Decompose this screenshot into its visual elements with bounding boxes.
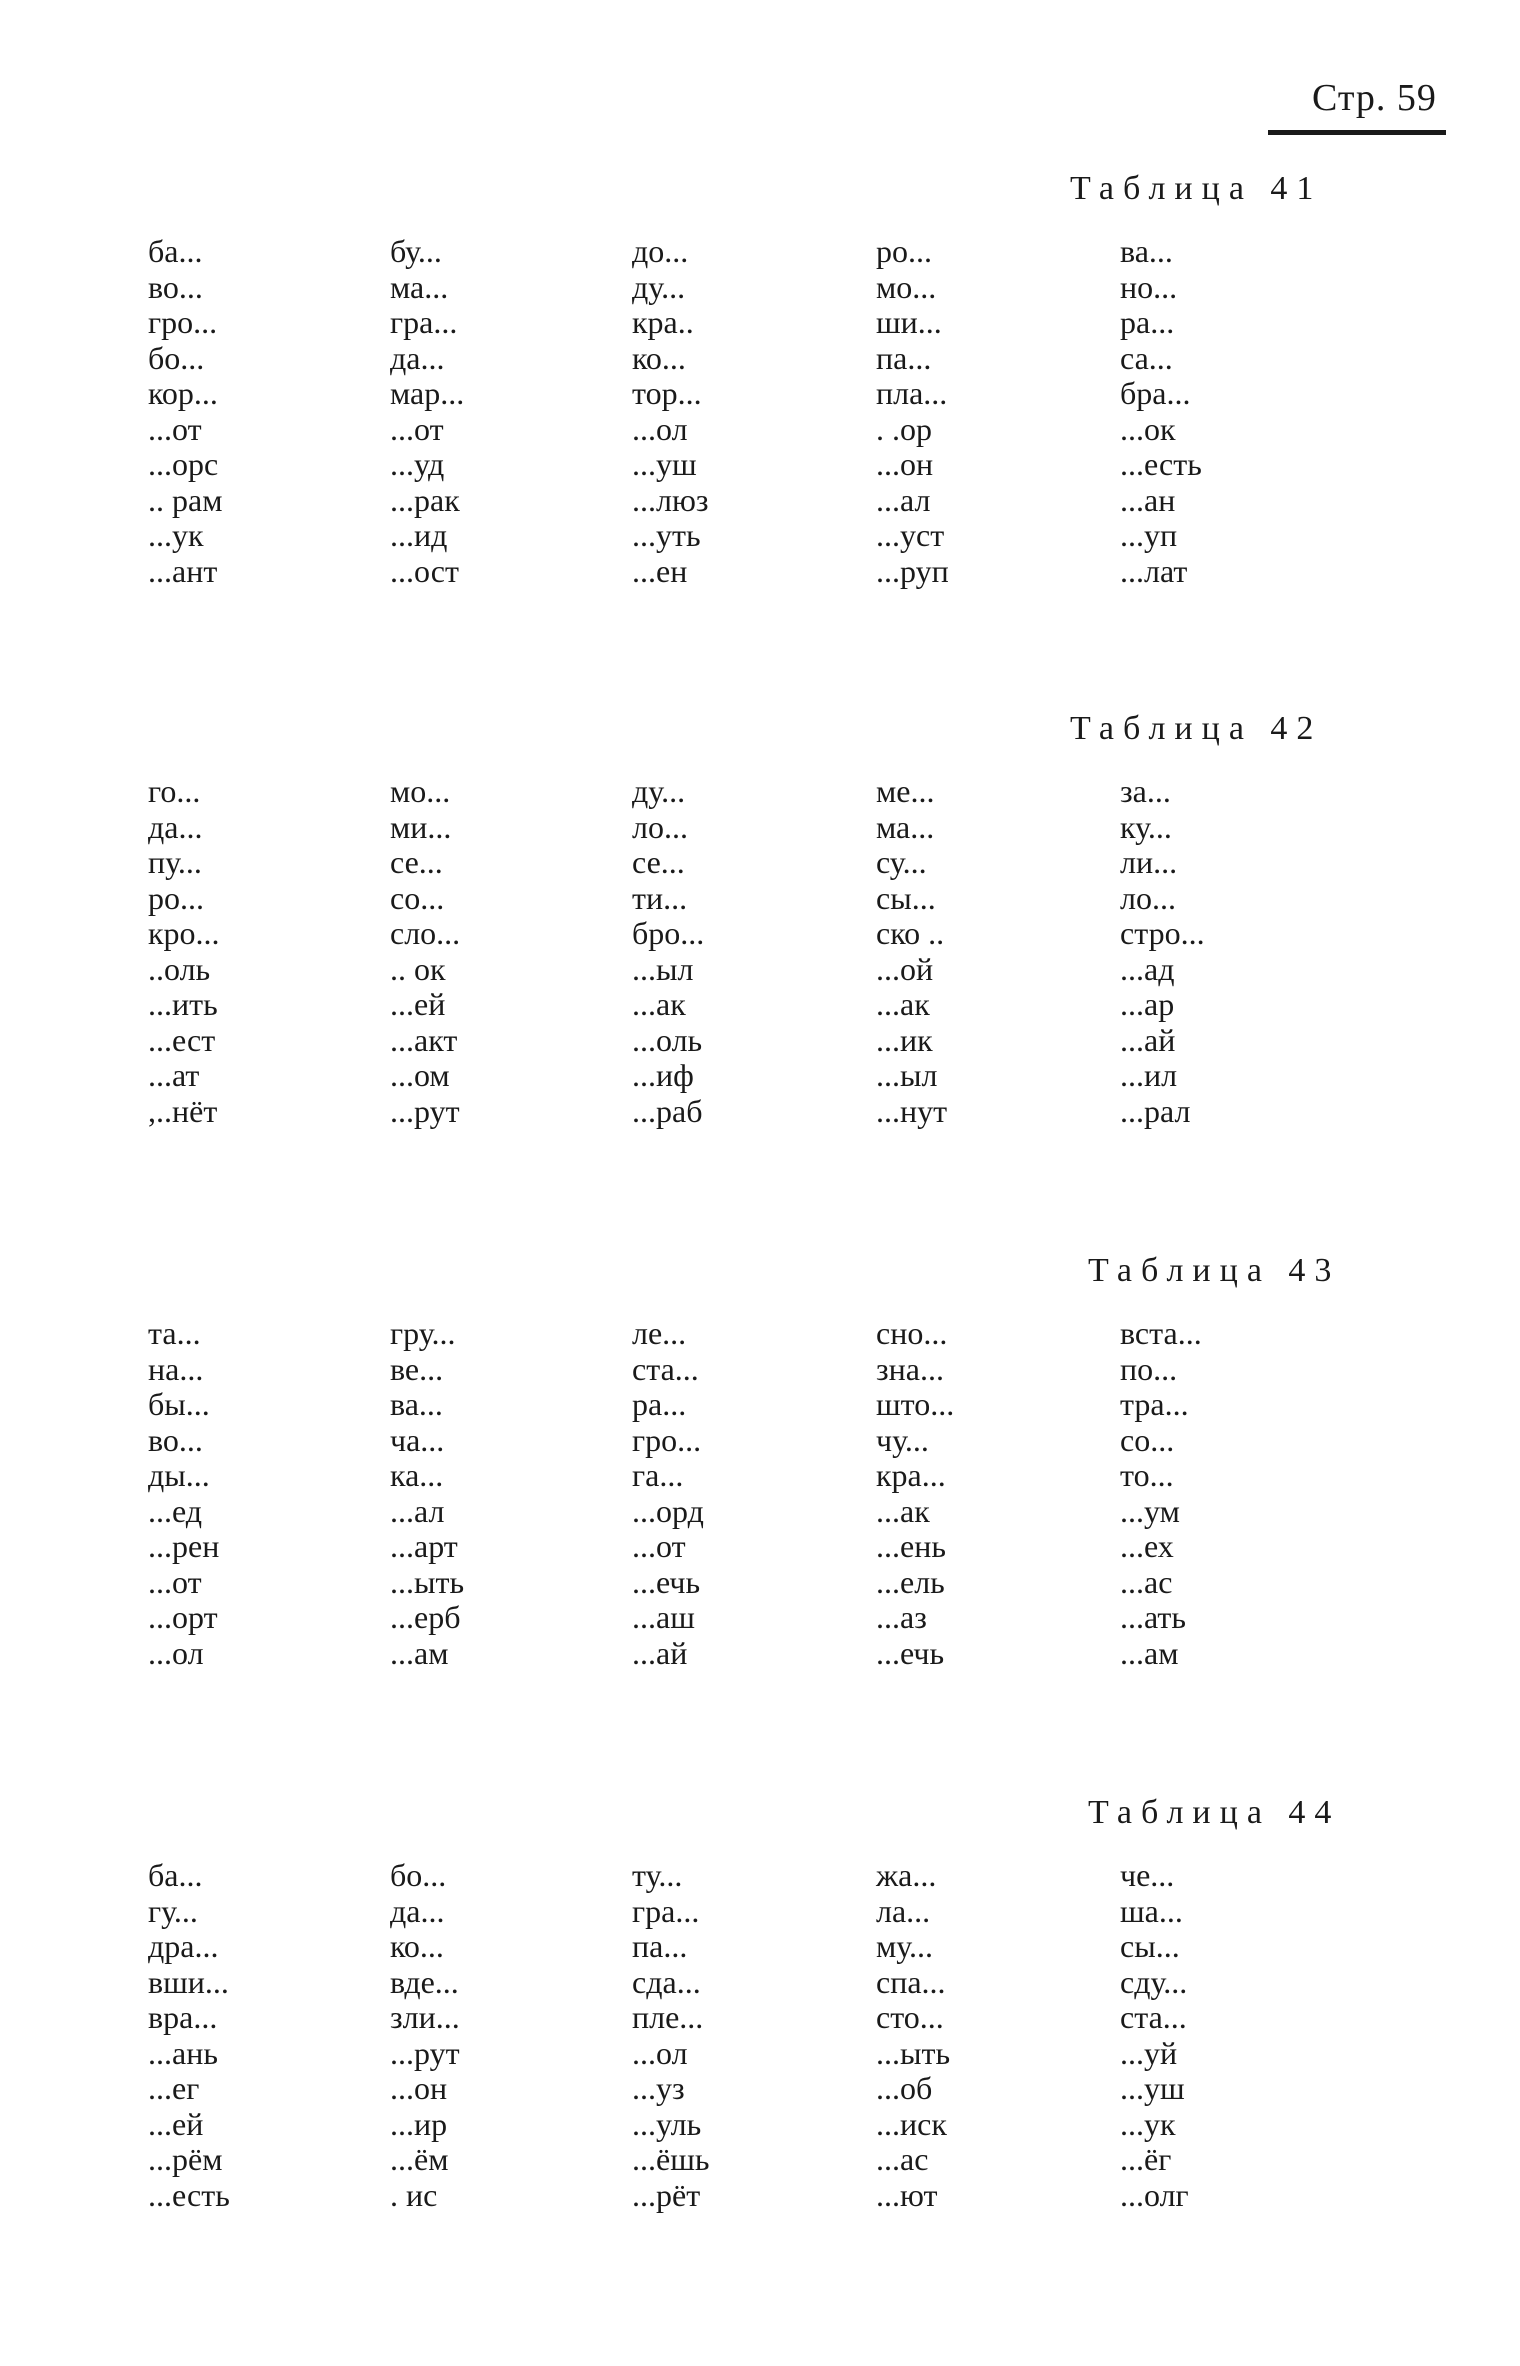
- word-fragment: ...ик: [876, 1021, 933, 1058]
- word-fragment: се...: [390, 844, 443, 880]
- word-fragment: ...ель: [876, 1563, 945, 1600]
- word-fragment: зли...: [390, 1999, 460, 2035]
- word-fragment: зна...: [876, 1350, 944, 1387]
- word-fragment: ...ас: [876, 2141, 929, 2177]
- word-fragment: бра...: [1120, 375, 1191, 411]
- word-fragment: ...акт: [390, 1021, 458, 1058]
- word-column: [1120, 774, 1340, 1129]
- word-fragment: су...: [876, 844, 927, 880]
- word-fragment: ...ерб: [390, 1599, 461, 1635]
- word-fragment: кра..: [632, 304, 694, 340]
- word-fragment: ...уш: [1120, 2070, 1185, 2106]
- word-fragment: .. ок: [390, 950, 446, 987]
- word-fragment: бро...: [632, 915, 705, 951]
- word-fragment: во...: [148, 1421, 203, 1458]
- word-fragment: ...ех: [1120, 1528, 1174, 1564]
- word-fragment: ...уль: [632, 2105, 702, 2142]
- word-fragment: ...ас: [1120, 1563, 1173, 1600]
- word-fragment: ши...: [876, 304, 942, 340]
- word-fragment: со...: [390, 879, 445, 916]
- word-fragment: ...ен: [632, 552, 688, 589]
- word-fragment: но...: [1120, 268, 1178, 305]
- word-fragment: вде...: [390, 1963, 459, 2000]
- word-column: [632, 1858, 852, 2213]
- word-fragment: ...ак: [632, 986, 686, 1022]
- word-fragment: бу...: [390, 233, 442, 269]
- word-fragment: сду...: [1120, 1963, 1188, 2000]
- word-fragment: ...оль: [632, 1021, 703, 1058]
- word-fragment: ..оль: [148, 950, 211, 987]
- word-fragment: вши...: [148, 1963, 229, 2000]
- word-fragment: ...ань: [148, 2034, 218, 2071]
- word-column: [148, 234, 368, 589]
- word-fragment: ста...: [1120, 1999, 1187, 2035]
- word-fragment: пла...: [876, 375, 948, 411]
- word-fragment: ко...: [390, 1928, 444, 1964]
- word-fragment: . .ор: [876, 410, 932, 447]
- word-fragment: ...ак: [876, 986, 930, 1022]
- word-fragment: ту...: [632, 1857, 683, 1893]
- word-fragment: ...рал: [1120, 1092, 1191, 1129]
- word-fragment: да...: [390, 1892, 445, 1929]
- word-column: [632, 234, 852, 589]
- word-fragment: ...ём: [390, 2141, 449, 2177]
- word-fragment: ро...: [148, 879, 204, 916]
- word-fragment: ...арт: [390, 1528, 458, 1564]
- word-fragment: сно...: [876, 1315, 948, 1351]
- word-fragment: ...от: [148, 410, 202, 447]
- word-fragment: ...ам: [1120, 1634, 1179, 1671]
- word-fragment: ли...: [1120, 844, 1178, 880]
- word-column: [148, 1316, 368, 1671]
- word-fragment: ...ол: [148, 1634, 204, 1671]
- word-fragment: ...люз: [632, 481, 709, 518]
- table-title: Таблица 42: [1070, 710, 1323, 747]
- word-fragment: ско ..: [876, 915, 945, 951]
- word-column: [1120, 1316, 1340, 1671]
- word-fragment: ...лат: [1120, 552, 1188, 589]
- word-fragment: ...от: [148, 1563, 202, 1600]
- word-fragment: ...ид: [390, 517, 448, 553]
- word-fragment: ...нут: [876, 1092, 948, 1129]
- word-fragment: ...руп: [876, 552, 949, 589]
- word-column: [632, 1316, 852, 1671]
- word-fragment: што...: [876, 1386, 955, 1422]
- word-fragment: ...ак: [876, 1492, 930, 1529]
- word-fragment: ста...: [632, 1350, 699, 1387]
- word-fragment: ...ил: [1120, 1057, 1178, 1093]
- word-fragment: ...орс: [148, 446, 219, 482]
- word-fragment: чу...: [876, 1421, 929, 1458]
- word-fragment: ...ют: [876, 2176, 938, 2213]
- word-fragment: тор...: [632, 375, 702, 411]
- word-fragment: се...: [632, 844, 685, 880]
- word-fragment: ...ыть: [876, 2034, 951, 2071]
- word-fragment: ду...: [632, 268, 686, 305]
- word-fragment: мар...: [390, 375, 465, 411]
- word-column: [1120, 1858, 1340, 2213]
- word-fragment: ду...: [632, 773, 686, 809]
- word-fragment: ...он: [876, 446, 934, 482]
- word-fragment: ...иск: [876, 2105, 947, 2142]
- word-fragment: ...уть: [632, 517, 701, 553]
- word-fragment: ра...: [632, 1386, 687, 1422]
- word-fragment: та...: [148, 1315, 201, 1351]
- word-fragment: ле...: [632, 1315, 687, 1351]
- word-fragment: ...ать: [1120, 1599, 1186, 1635]
- word-fragment: да...: [390, 339, 445, 376]
- word-fragment: по...: [1120, 1350, 1178, 1387]
- word-fragment: ме...: [876, 773, 935, 809]
- word-fragment: вра...: [148, 1999, 218, 2035]
- word-fragment: бо...: [148, 339, 205, 376]
- word-fragment: пле...: [632, 1999, 704, 2035]
- word-fragment: па...: [632, 1928, 688, 1964]
- word-fragment: ва...: [1120, 233, 1173, 269]
- word-fragment: ва...: [390, 1386, 443, 1422]
- word-fragment: ...олг: [1120, 2176, 1189, 2213]
- word-fragment: сы...: [876, 879, 936, 916]
- word-fragment: ма...: [390, 268, 449, 305]
- word-fragment: жа...: [876, 1857, 937, 1893]
- word-fragment: кра...: [876, 1457, 946, 1493]
- word-fragment: ...ег: [148, 2070, 200, 2106]
- word-fragment: му...: [876, 1928, 934, 1964]
- word-fragment: ...ень: [876, 1528, 946, 1564]
- word-fragment: ...ат: [148, 1057, 200, 1093]
- word-fragment: га...: [632, 1457, 684, 1493]
- word-fragment: мо...: [390, 773, 451, 809]
- word-column: [876, 1316, 1096, 1671]
- page-number-rule: [1268, 130, 1446, 135]
- word-fragment: до...: [632, 233, 689, 269]
- word-column: [390, 1316, 610, 1671]
- word-fragment: ...уст: [876, 517, 945, 553]
- word-fragment: спа...: [876, 1963, 946, 2000]
- word-fragment: ро...: [876, 233, 932, 269]
- word-column: [390, 1858, 610, 2213]
- word-fragment: ...ыл: [876, 1057, 938, 1093]
- page-number: Стр. 59: [1312, 77, 1437, 119]
- table-title: Таблица 41: [1070, 170, 1323, 207]
- word-fragment: ча...: [390, 1421, 445, 1458]
- word-fragment: ...ам: [390, 1634, 449, 1671]
- word-fragment: ...уш: [632, 446, 697, 482]
- word-fragment: ти...: [632, 879, 688, 916]
- word-fragment: ...ей: [148, 2105, 204, 2142]
- word-fragment: ...ол: [632, 410, 688, 447]
- word-fragment: ...уй: [1120, 2034, 1178, 2071]
- word-fragment: кро...: [148, 915, 220, 951]
- word-fragment: ...аш: [632, 1599, 695, 1635]
- word-fragment: ...ечь: [632, 1563, 701, 1600]
- word-fragment: сто...: [876, 1999, 944, 2035]
- word-column: [876, 234, 1096, 589]
- word-fragment: ...ёг: [1120, 2141, 1172, 2177]
- word-fragment: ...ол: [632, 2034, 688, 2071]
- word-fragment: ло...: [632, 808, 688, 845]
- word-fragment: ...ал: [876, 481, 931, 518]
- word-fragment: ма...: [876, 808, 935, 845]
- word-fragment: на...: [148, 1350, 204, 1387]
- word-column: [632, 774, 852, 1129]
- word-fragment: ...иф: [632, 1057, 694, 1093]
- word-fragment: ...рут: [390, 1092, 460, 1129]
- word-fragment: ...орд: [632, 1492, 704, 1529]
- word-fragment: во...: [148, 268, 203, 305]
- word-fragment: гра...: [390, 304, 458, 340]
- word-fragment: ми...: [390, 808, 452, 845]
- word-fragment: кор...: [148, 375, 218, 411]
- word-fragment: ...ад: [1120, 950, 1175, 987]
- word-fragment: ...ой: [876, 950, 934, 987]
- word-fragment: бы...: [148, 1386, 210, 1422]
- word-fragment: ...от: [632, 1528, 686, 1564]
- word-fragment: гу...: [148, 1892, 198, 1929]
- word-fragment: гра...: [632, 1892, 700, 1929]
- word-fragment: вста...: [1120, 1315, 1202, 1351]
- word-fragment: ...ар: [1120, 986, 1175, 1022]
- word-fragment: ла...: [876, 1892, 931, 1929]
- word-fragment: пу...: [148, 844, 202, 880]
- word-fragment: ды...: [148, 1457, 210, 1493]
- word-fragment: сда...: [632, 1963, 701, 2000]
- word-fragment: ра...: [1120, 304, 1175, 340]
- word-fragment: со...: [1120, 1421, 1175, 1458]
- word-column: [390, 234, 610, 589]
- word-fragment: ...рут: [390, 2034, 460, 2071]
- word-fragment: па...: [876, 339, 932, 376]
- word-column: [876, 1858, 1096, 2213]
- word-fragment: ...раб: [632, 1092, 703, 1129]
- word-fragment: ба...: [148, 233, 203, 269]
- word-fragment: ка...: [390, 1457, 444, 1493]
- word-fragment: ...ал: [390, 1492, 445, 1529]
- word-fragment: ...ок: [1120, 410, 1176, 447]
- word-column: [148, 1858, 368, 2213]
- word-fragment: ...ук: [1120, 2105, 1176, 2142]
- word-fragment: ша...: [1120, 1892, 1183, 1929]
- word-fragment: ...ед: [148, 1492, 203, 1529]
- word-fragment: ...ом: [390, 1057, 450, 1093]
- word-column: [1120, 234, 1340, 589]
- word-fragment: че...: [1120, 1857, 1175, 1893]
- table-title: Таблица 43: [1088, 1252, 1341, 1289]
- word-fragment: ...уд: [390, 446, 445, 482]
- word-fragment: мо...: [876, 268, 937, 305]
- word-fragment: ...ост: [390, 552, 459, 589]
- word-fragment: ...ук: [148, 517, 204, 553]
- word-fragment: ...рёт: [632, 2176, 701, 2213]
- word-fragment: ...ан: [1120, 481, 1176, 518]
- word-fragment: да...: [148, 808, 203, 845]
- word-fragment: гро...: [632, 1421, 702, 1458]
- word-fragment: то...: [1120, 1457, 1174, 1493]
- word-fragment: сло...: [390, 915, 461, 951]
- word-fragment: са...: [1120, 339, 1173, 376]
- word-fragment: тра...: [1120, 1386, 1189, 1422]
- word-fragment: ...ум: [1120, 1492, 1180, 1529]
- word-fragment: ло...: [1120, 879, 1176, 916]
- word-fragment: стро...: [1120, 915, 1205, 951]
- word-column: [390, 774, 610, 1129]
- table-title: Таблица 44: [1088, 1794, 1341, 1831]
- word-column: [148, 774, 368, 1129]
- word-fragment: дра...: [148, 1928, 219, 1964]
- word-fragment: ,..нёт: [148, 1092, 218, 1129]
- word-fragment: ...ыть: [390, 1563, 465, 1600]
- word-fragment: го...: [148, 773, 201, 809]
- word-fragment: бо...: [390, 1857, 447, 1893]
- word-fragment: ...ай: [1120, 1021, 1176, 1058]
- word-fragment: ...рём: [148, 2141, 223, 2177]
- word-fragment: ку...: [1120, 808, 1172, 845]
- word-fragment: ...уп: [1120, 517, 1178, 553]
- word-fragment: ба...: [148, 1857, 203, 1893]
- word-fragment: ...рак: [390, 481, 460, 518]
- word-fragment: гро...: [148, 304, 218, 340]
- word-fragment: ...орт: [148, 1599, 218, 1635]
- word-fragment: ...ей: [390, 986, 446, 1022]
- word-column: [876, 774, 1096, 1129]
- word-fragment: ...ечь: [876, 1634, 945, 1671]
- word-fragment: ко...: [632, 339, 686, 376]
- word-fragment: .. рам: [148, 481, 223, 518]
- word-fragment: ...ир: [390, 2105, 448, 2142]
- word-fragment: ...есть: [148, 2176, 230, 2213]
- word-fragment: гру...: [390, 1315, 456, 1351]
- word-fragment: ...об: [876, 2070, 933, 2106]
- word-fragment: сы...: [1120, 1928, 1180, 1964]
- word-fragment: ...от: [390, 410, 444, 447]
- word-fragment: ...уз: [632, 2070, 685, 2106]
- word-fragment: . ис: [390, 2176, 438, 2213]
- word-fragment: ...аз: [876, 1599, 927, 1635]
- word-fragment: ...ёшь: [632, 2141, 710, 2177]
- word-fragment: ...ест: [148, 1021, 216, 1058]
- word-fragment: ...есть: [1120, 446, 1202, 482]
- word-fragment: ...рен: [148, 1528, 220, 1564]
- word-fragment: за...: [1120, 773, 1171, 809]
- word-fragment: ве...: [390, 1350, 444, 1387]
- word-fragment: ...ай: [632, 1634, 688, 1671]
- word-fragment: ...ить: [148, 986, 218, 1022]
- word-fragment: ...ыл: [632, 950, 694, 987]
- word-fragment: ...ант: [148, 552, 218, 589]
- word-fragment: ...он: [390, 2070, 448, 2106]
